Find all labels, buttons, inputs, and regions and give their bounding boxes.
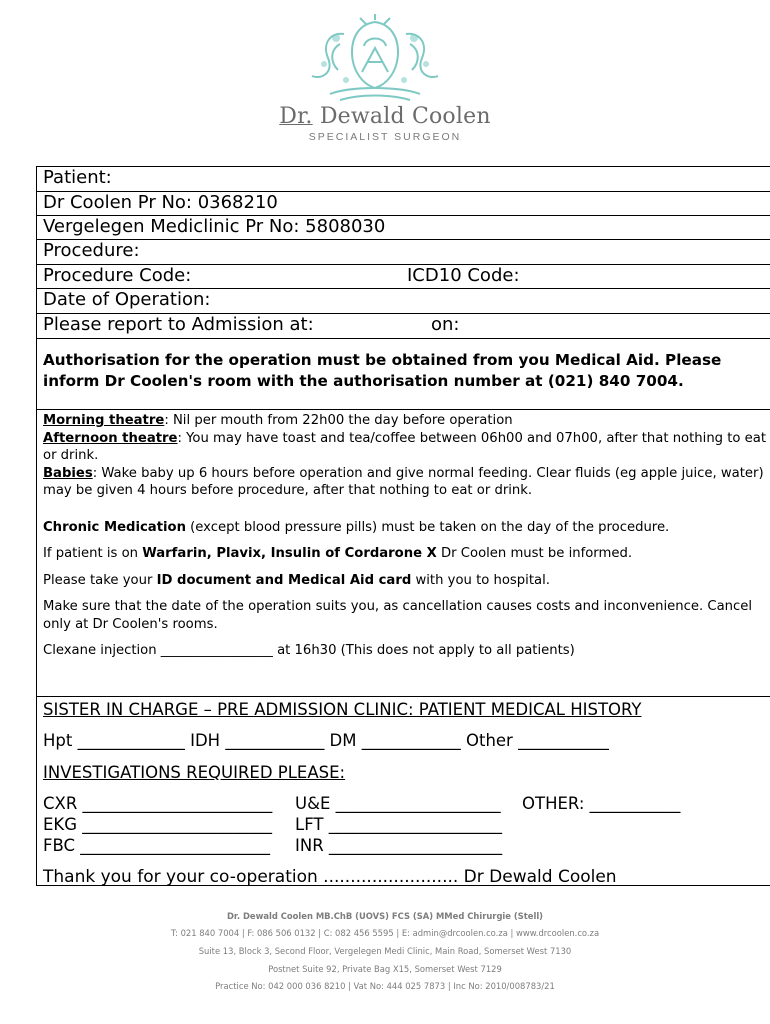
procedure-row[interactable]: [37, 240, 770, 265]
morning-theatre-instruction: [43, 412, 770, 430]
investigations-heading: INVESTIGATIONS REQUIRED PLEASE:: [43, 763, 346, 782]
lft-field[interactable]: LFT _____________________: [295, 815, 502, 834]
afternoon-theatre-text: : You may have toast and tea/coffee between 06h00 and 07h00, after that nothing to eat or drink.: [43, 430, 767, 463]
coolen-pr-row: [37, 192, 770, 216]
admission-report-row[interactable]: [37, 314, 770, 339]
morning-theatre-text: : Nil per mouth from 22h00 the day before operation: [164, 413, 513, 428]
other-field[interactable]: OTHER: ___________: [522, 794, 681, 813]
brand-name: [0, 104, 770, 129]
id-document-instruction: [43, 572, 770, 590]
id-post: with you to hospital.: [411, 572, 550, 588]
patient-label: Patient:: [43, 167, 112, 188]
babies-instruction: [43, 465, 770, 500]
footer-qualifications: [0, 911, 770, 921]
date-check-instruction: Make sure that the date of the operation suits you, as cancellation causes costs and inconvenience. Cancel only at Dr Coolen's rooms.: [43, 599, 753, 632]
afternoon-theatre-label: Afternoon theatre: [43, 430, 178, 446]
inr-field[interactable]: INR _____________________: [295, 836, 503, 855]
afternoon-theatre-instruction: [43, 430, 770, 465]
warfarin-pre: If patient is on: [43, 546, 143, 561]
vergelegen-pr-row: [37, 216, 770, 240]
date-of-operation-row[interactable]: [37, 289, 770, 314]
id-pre: Please take your: [43, 572, 157, 588]
babies-text: : Wake baby up 6 hours before operation and give normal feeding. Clear fluids (eg apple juice, water) may be given 4 hours before procedure, after that nothing to eat or drink.: [43, 465, 764, 498]
footer-contacts: T: 021 840 7004 | F: 086 506 0132 | C: 082 456 5595 | E: admin@drcoolen.co.za | www.drcoolen.co.za: [170, 928, 600, 938]
patient-row[interactable]: [37, 167, 770, 192]
cxr-field[interactable]: CXR _______________________: [43, 794, 273, 813]
warfarin-post: Dr Coolen must be informed.: [436, 546, 633, 561]
icd10-code-label: ICD10 Code:: [407, 265, 520, 286]
procedure-code-label: Procedure Code:: [43, 265, 192, 286]
sister-heading: SISTER IN CHARGE – PRE ADMISSION CLINIC: PATIENT MEDICAL HISTORY: [43, 700, 642, 719]
brand-subtitle: SPECIALIST SURGEON: [308, 131, 462, 143]
warfarin-instruction: [43, 545, 770, 563]
morning-theatre-label: Morning theatre: [43, 413, 165, 428]
medical-history-line[interactable]: Hpt _____________ IDH ____________ DM ____________ Other ___________: [43, 731, 609, 750]
footer-address: Suite 13, Block 3, Second Floor, Vergelegen Medi Clinic, Main Road, Somerset West 7130: [198, 946, 572, 956]
ue-field[interactable]: U&E ____________________: [295, 794, 501, 813]
admission-on-label: on:: [431, 314, 460, 335]
procedure-code-row[interactable]: [37, 265, 770, 289]
footer-registration: Practice No: 042 000 036 8210 | Vat No: 444 025 7873 | Inc No: 2010/008783/21: [215, 981, 555, 991]
chronic-medication-instruction: [43, 519, 770, 537]
brand-surname: Dewald Coolen: [319, 104, 491, 129]
fbc-field[interactable]: FBC _______________________: [43, 836, 271, 855]
chronic-medication-text: (except blood pressure pills) must be taken on the day of the procedure.: [185, 519, 670, 535]
footer-qualifications-text: Dr. Dewald Coolen MB.ChB (UOVS) FCS (SA) MMed Chirurgie (Stell): [226, 911, 544, 921]
admission-report-label: Please report to Admission at:: [43, 314, 314, 335]
coolen-pr-label: Dr Coolen Pr No: 0368210: [43, 192, 278, 213]
date-of-operation-label: Date of Operation:: [43, 289, 211, 310]
footer-postal: Postnet Suite 92, Private Bag X15, Somerset West 7129: [268, 964, 502, 974]
sister-section: [37, 696, 770, 887]
ekg-field[interactable]: EKG _______________________: [43, 815, 273, 834]
authorisation-notice: Authorisation for the operation must be obtained from you Medical Aid. Please inform Dr Coolen's room with the authorisation number at (021) 840 7004.: [37, 339, 770, 410]
procedure-label: Procedure:: [43, 240, 140, 261]
vergelegen-pr-label: Vergelegen Mediclinic Pr No: 5808030: [43, 216, 386, 237]
chronic-medication-label: Chronic Medication: [43, 519, 186, 535]
patient-instructions: [43, 412, 770, 660]
clexane-instruction[interactable]: Clexane injection _________________ at 16h30 (This does not apply to all patients): [43, 643, 575, 658]
thank-you-line: Thank you for your co-operation ......................... Dr Dewald Coolen: [43, 867, 617, 887]
warfarin-drugs: Warfarin, Plavix, Insulin of Cordarone X: [142, 546, 437, 561]
admission-form: [36, 166, 770, 886]
monogram-crest-logo: [300, 14, 450, 106]
babies-label: Babies: [43, 465, 93, 481]
brand-prefix: Dr.: [279, 104, 313, 129]
id-documents: ID document and Medical Aid card: [156, 572, 412, 588]
